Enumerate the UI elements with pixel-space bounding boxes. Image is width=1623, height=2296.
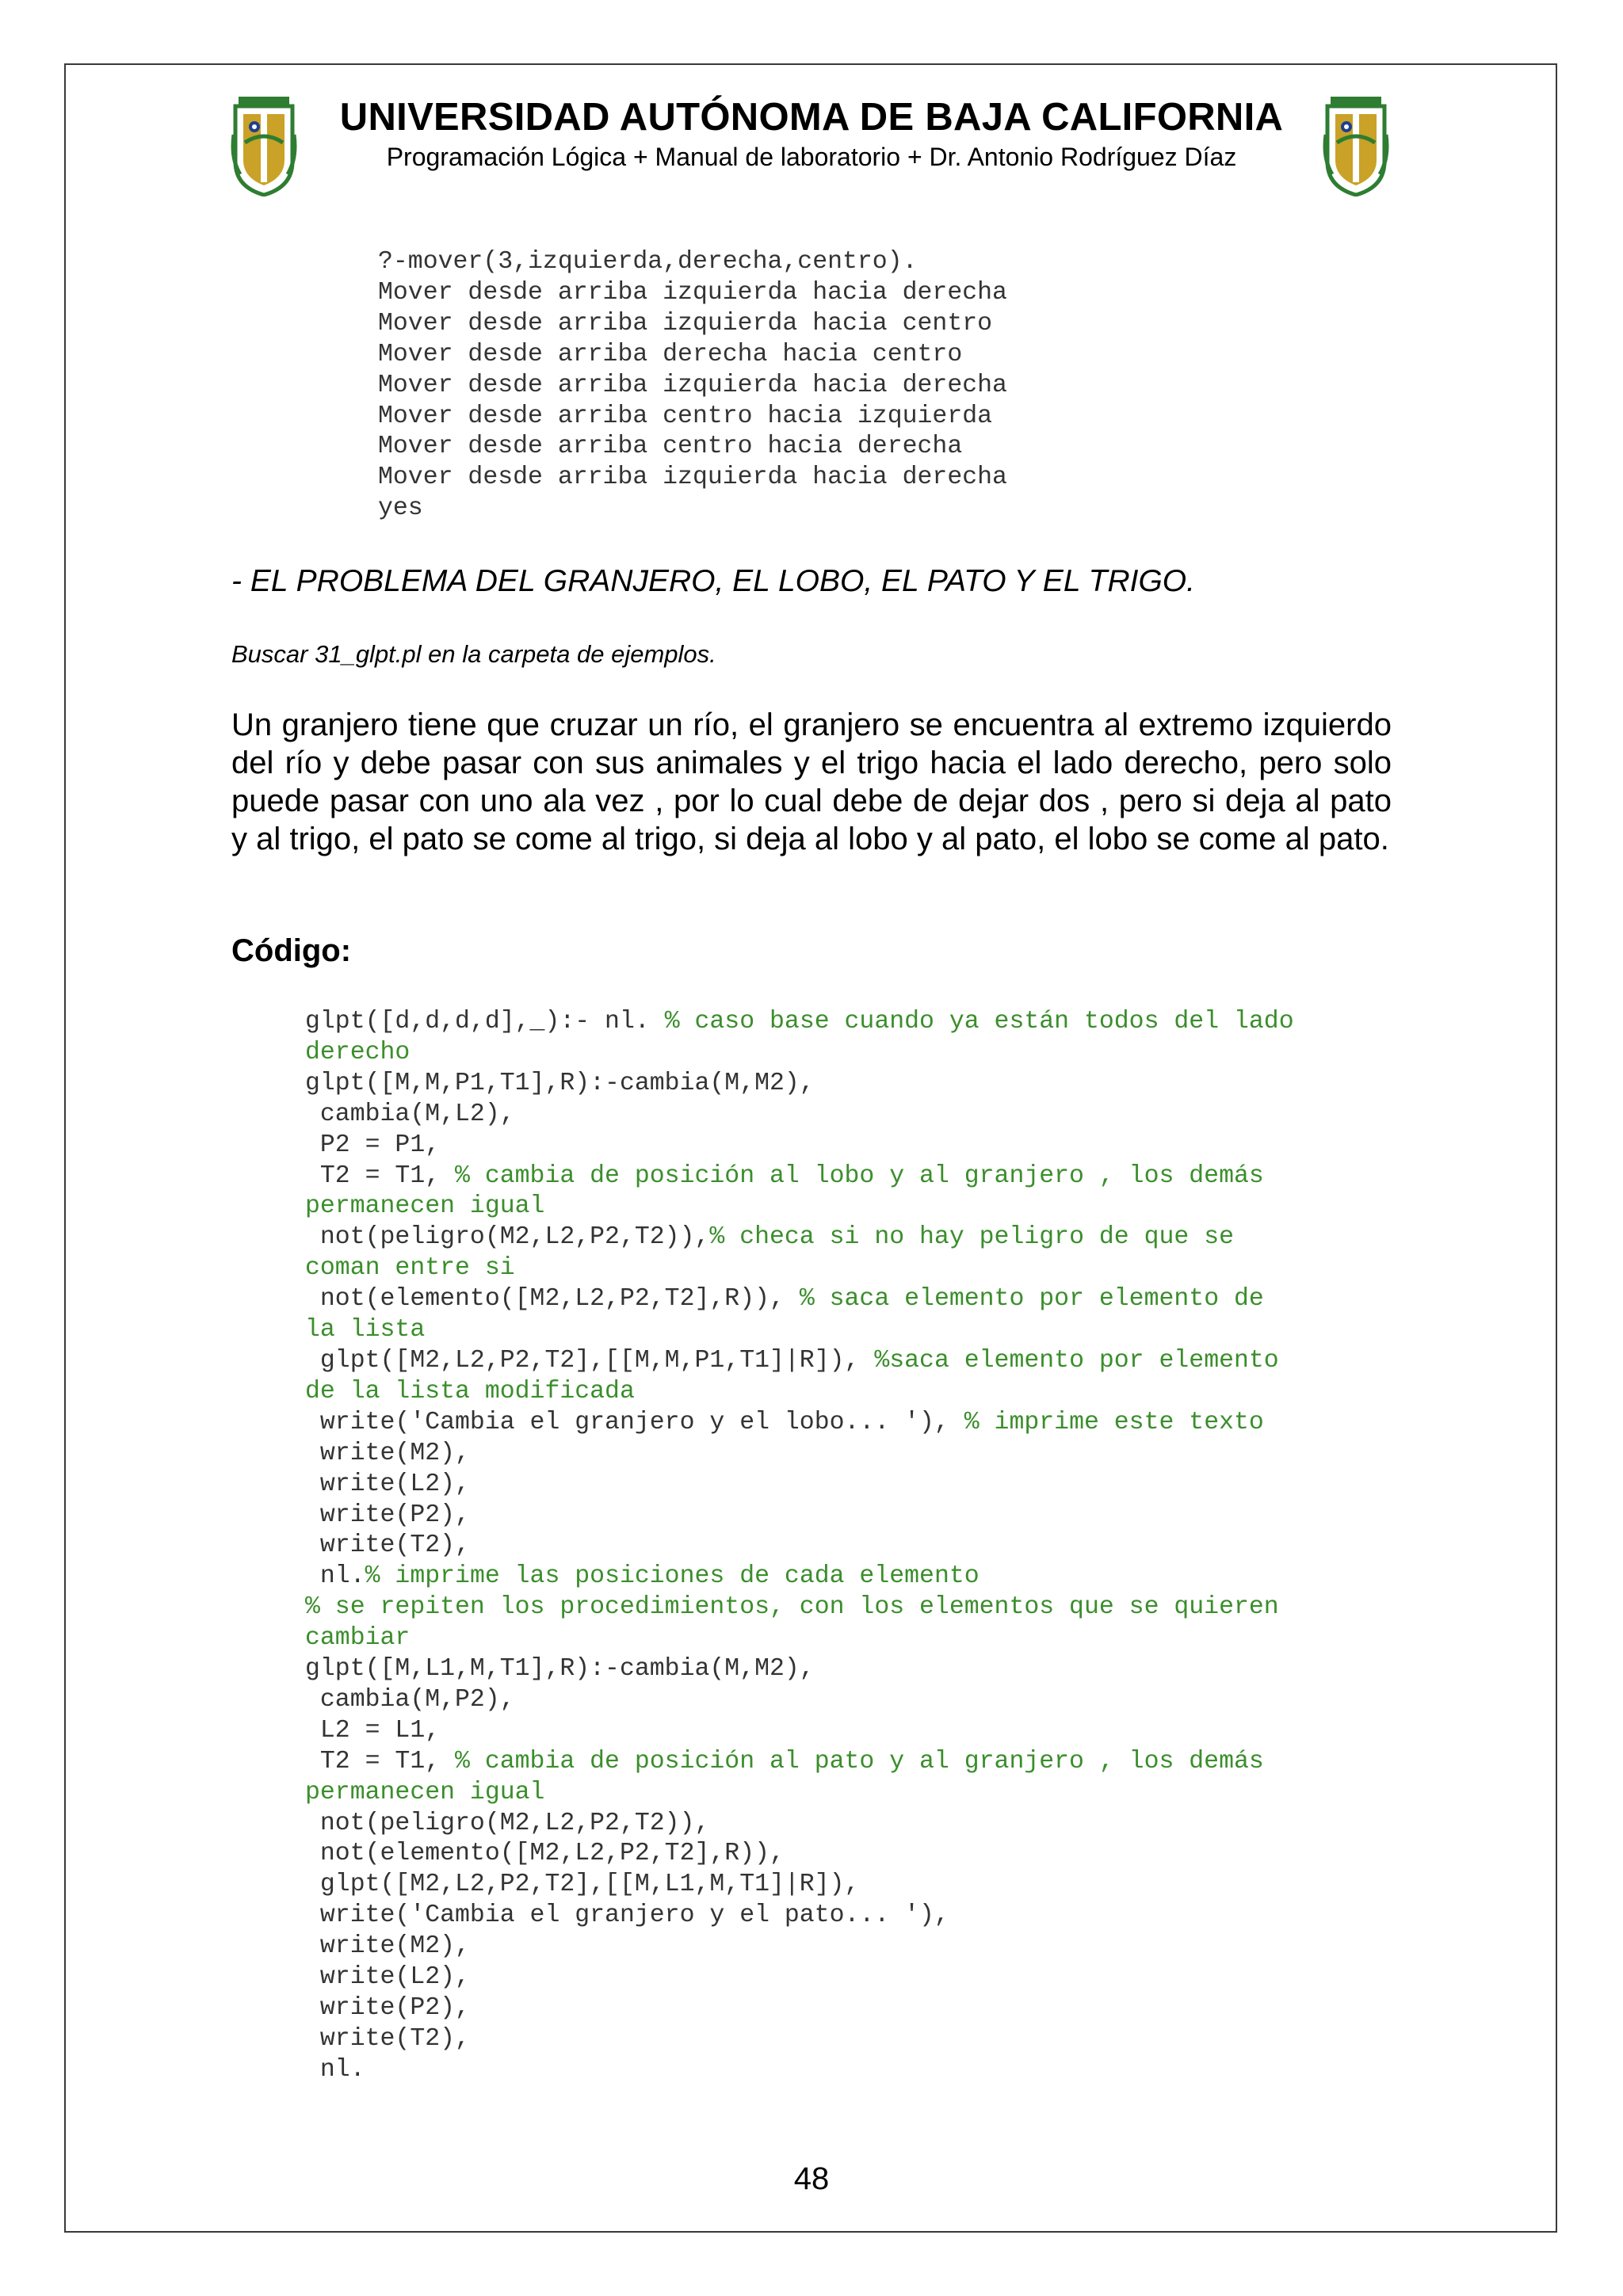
code-text: write(T2),	[305, 1531, 470, 1560]
code-line	[305, 1192, 1294, 1222]
code-line	[305, 1932, 1294, 1962]
code-text: L2 = L1,	[305, 1716, 441, 1745]
code-line	[305, 1592, 1294, 1623]
code-text: glpt([M2,L2,P2,T2],[[M,M,P1,T1]|R]),	[305, 1346, 875, 1375]
code-line	[305, 1161, 1294, 1192]
code-heading: Código:	[231, 933, 352, 968]
code-comment: % imprime este texto	[964, 1408, 1264, 1436]
code-line	[305, 1501, 1294, 1531]
query-output-line: yes	[378, 494, 423, 523]
page-number: 48	[793, 2161, 830, 2196]
query-output-line: Mover desde arriba izquierda hacia derecha	[378, 278, 1007, 307]
code-text: glpt([d,d,d,d],_):- nl.	[305, 1008, 665, 1035]
code-line	[305, 1839, 1294, 1870]
code-text: write(M2),	[305, 1932, 470, 1961]
code-line	[305, 1038, 1294, 1069]
example-file-note: Buscar 31_glpt.pl en la carpeta de ejemplos.	[231, 640, 716, 668]
query-output-line: Mover desde arriba derecha hacia centro	[378, 340, 963, 368]
section-title: - EL PROBLEMA DEL GRANJERO, EL LOBO, EL PATO Y EL TRIGO.	[231, 564, 1195, 598]
code-comment: % imprime las posiciones de cada elemento	[365, 1562, 980, 1591]
code-text: cambia(M,L2),	[305, 1100, 515, 1128]
query-output-line: Mover desde arriba centro hacia izquierda	[378, 402, 993, 430]
code-text: glpt([M2,L2,P2,T2],[[M,L1,M,T1]|R]),	[305, 1871, 860, 1899]
code-comment: % se repiten los procedimientos, con los elementos que se quieren	[305, 1593, 1279, 1622]
code-line	[305, 1377, 1294, 1408]
code-text: write('Cambia el granjero y el lobo... '),	[305, 1408, 964, 1436]
code-comment: % checa si no hay peligro de que se	[709, 1223, 1234, 1252]
query-output-line: ?-mover(3,izquierda,derecha,centro).	[378, 248, 918, 276]
code-listing	[305, 1007, 1294, 2086]
code-comment: % saca elemento por elemento de	[799, 1285, 1264, 1314]
code-text: glpt([M,L1,M,T1],R):-cambia(M,M2),	[305, 1655, 815, 1684]
code-text: T2 = T1,	[305, 1161, 456, 1190]
code-comment: permanecen igual	[305, 1778, 545, 1806]
code-line	[305, 1562, 1294, 1592]
code-comment: % cambia de posición al lobo y al granjero , los demás	[455, 1161, 1264, 1190]
code-comment: derecho	[305, 1038, 411, 1066]
code-text: write('Cambia el granjero y el pato... '),	[305, 1901, 949, 1930]
code-text: write(L2),	[305, 1963, 470, 1992]
code-line	[305, 1809, 1294, 1840]
code-text: write(P2),	[305, 1994, 470, 2022]
query-output-line: Mover desde arriba centro hacia derecha	[378, 433, 963, 461]
code-line	[305, 1778, 1294, 1809]
code-line	[305, 1470, 1294, 1501]
code-line	[305, 1747, 1294, 1778]
code-text: P2 = P1,	[305, 1131, 441, 1159]
manual-subtitle: Programación Lógica + Manual de laboratorio + Dr. Antonio Rodríguez Díaz	[386, 143, 1237, 171]
university-title: UNIVERSIDAD AUTÓNOMA DE BAJA CALIFORNIA	[339, 96, 1284, 139]
code-line	[305, 1654, 1294, 1685]
code-comment: cambiar	[305, 1624, 411, 1653]
code-comment: %saca elemento por elemento	[874, 1346, 1279, 1375]
code-line	[305, 2055, 1294, 2086]
code-comment: permanecen igual	[305, 1192, 545, 1221]
code-line	[305, 1284, 1294, 1315]
code-text: not(elemento([M2,L2,P2,T2],R)),	[305, 1840, 785, 1868]
code-line	[305, 1901, 1294, 1932]
code-text: cambia(M,P2),	[305, 1685, 515, 1714]
code-line	[305, 1315, 1294, 1346]
code-line	[305, 1069, 1294, 1100]
code-comment: coman entre si	[305, 1254, 515, 1283]
code-line	[305, 1007, 1294, 1038]
code-text: not(peligro(M2,L2,P2,T2)),	[305, 1223, 710, 1252]
code-text: write(L2),	[305, 1470, 470, 1498]
code-comment: de la lista modificada	[305, 1377, 635, 1405]
code-line	[305, 1993, 1294, 2024]
code-line	[305, 2024, 1294, 2055]
code-line	[305, 1685, 1294, 1716]
code-text: write(T2),	[305, 2024, 470, 2053]
code-text: T2 = T1,	[305, 1747, 456, 1775]
code-text: nl.	[305, 2055, 365, 2084]
code-line	[305, 1131, 1294, 1161]
code-text: write(P2),	[305, 1501, 470, 1529]
code-line	[305, 1100, 1294, 1131]
code-line	[305, 1623, 1294, 1654]
code-line	[305, 1531, 1294, 1562]
query-output-block	[378, 247, 1007, 524]
code-line	[305, 1439, 1294, 1470]
code-line	[305, 1253, 1294, 1284]
code-line	[305, 1870, 1294, 1901]
code-line	[305, 1346, 1294, 1377]
code-comment: % caso base cuando ya están todos del lado	[664, 1008, 1294, 1035]
code-line	[305, 1962, 1294, 1993]
query-output-line: Mover desde arriba izquierda hacia derecha	[378, 371, 1007, 399]
code-comment: % cambia de posición al pato y al granjero , los demás	[455, 1747, 1264, 1775]
query-output-line: Mover desde arriba izquierda hacia derecha	[378, 463, 1007, 492]
code-comment: la lista	[305, 1316, 426, 1344]
uabc-shield-icon	[1323, 95, 1389, 196]
code-line	[305, 1222, 1294, 1253]
code-text: write(M2),	[305, 1439, 470, 1467]
uabc-shield-icon	[231, 95, 297, 196]
code-text: glpt([M,M,P1,T1],R):-cambia(M,M2),	[305, 1069, 815, 1097]
problem-description: Un granjero tiene que cruzar un río, el granjero se encuentra al extremo izquierdo del río y debe pasar con sus animales y el trigo hacia el lado derecho, pero solo puede pasar con uno ala vez , por lo cual debe de dejar dos , pero si deja al pato y al trigo, el pato se come al trigo, si deja al lobo y al pato, el lobo se come al pato.	[231, 707, 1392, 856]
code-line	[305, 1408, 1294, 1439]
code-text: nl.	[305, 1562, 365, 1591]
code-text: not(elemento([M2,L2,P2,T2],R)),	[305, 1285, 800, 1314]
query-output-line: Mover desde arriba izquierda hacia centro	[378, 309, 993, 338]
code-text: not(peligro(M2,L2,P2,T2)),	[305, 1809, 710, 1837]
code-line	[305, 1716, 1294, 1747]
